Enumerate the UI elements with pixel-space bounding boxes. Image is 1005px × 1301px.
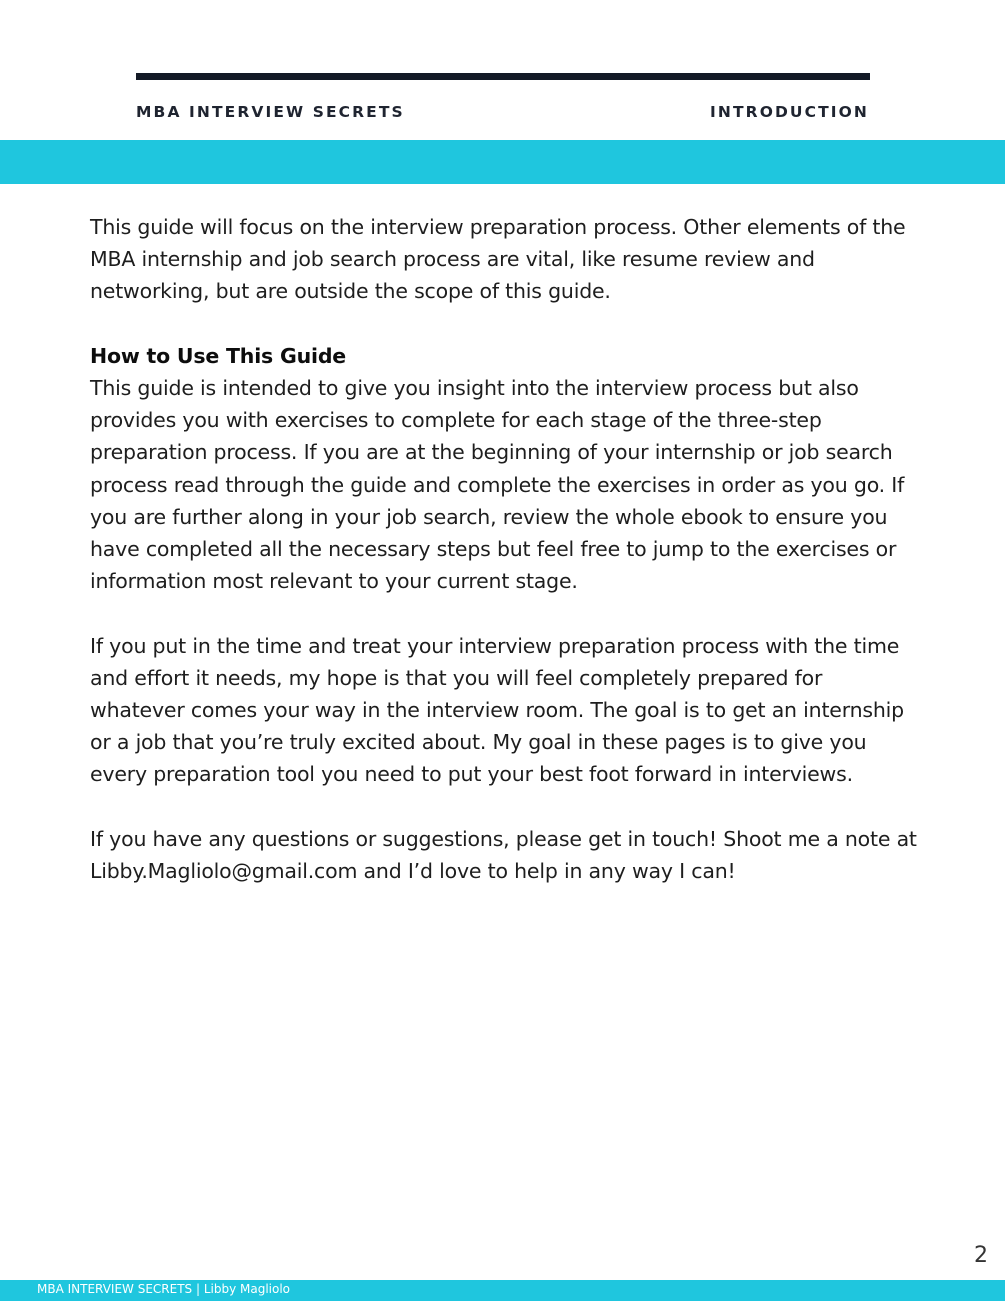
contact-paragraph: If you have any questions or suggestions, please get in touch! Shoot me a note at Libby.Magliolo@gmail.com and I’d love to help in any way I can! (90, 826, 917, 884)
page-body (90, 211, 920, 919)
running-header-title: MBA INTERVIEW SECRETS (136, 103, 405, 121)
page-number: 2 (974, 1243, 988, 1268)
hope-paragraph: If you put in the time and treat your interview preparation process with the time and effort it needs, my hope is that you will feel completely prepared for whatever comes your way in the interview room. The goal is to get an internship or a job that you’re truly excited about. My goal in these pages is to give you every preparation tool you need to put your best foot forward in interviews. (90, 633, 904, 787)
footer-text: MBA INTERVIEW SECRETS | Libby Magliolo (37, 1282, 291, 1296)
section-heading: How to Use This Guide (90, 343, 346, 368)
header-rule (136, 73, 870, 80)
usage-paragraph: This guide is intended to give you insight into the interview process but also provides you with exercises to complete for each stage of the three-step preparation process. If you are at the beginning of your internship or job search process read through the guide and complete the exercises in order as you go. If you are further along in your job search, review the whole ebook to ensure you have completed all the necessary steps but feel free to jump to the exercises or information most relevant to your current stage. (90, 376, 905, 594)
intro-paragraph: This guide will focus on the interview preparation process. Other elements of the MBA internship and job search process are vital, like resume review and networking, but are outside the scope of this guide. (90, 215, 906, 304)
running-header-section: INTRODUCTION (710, 103, 869, 121)
accent-band (0, 140, 1005, 184)
